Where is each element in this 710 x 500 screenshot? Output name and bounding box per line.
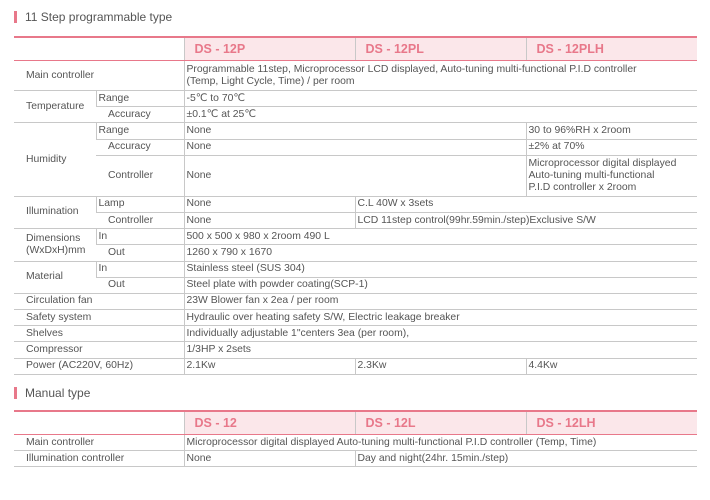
main-controller-line1: Programmable 11step, Microprocessor LCD displayed, Auto-tuning multi-functional P.I.D controller <box>186 63 637 75</box>
illumination-controller-value: LCD 11step control(99hr.59min./step)Exclusive S/W <box>355 212 697 228</box>
table-row <box>14 61 697 91</box>
table-row <box>14 212 697 228</box>
power-ds-12plh: 4.4Kw <box>526 358 697 374</box>
table-row <box>14 107 697 123</box>
power-ds-12p: 2.1Kw <box>184 358 355 374</box>
sub-label-in: In <box>96 229 184 245</box>
section-title-manual <box>14 386 90 400</box>
humidity-controller-none: None <box>184 155 526 196</box>
table-row <box>14 293 697 309</box>
humidity-controller-line2: Auto-tuning multi-functional <box>528 169 655 181</box>
section-title-text: 11 Step programmable type <box>25 10 173 24</box>
column-header-ds-12lh: DS - 12LH <box>526 411 697 435</box>
illumination-lamp-none: None <box>184 196 355 212</box>
header-blank <box>14 411 184 435</box>
humidity-accuracy-none: None <box>184 139 526 155</box>
table-row <box>14 310 697 326</box>
table-row <box>14 326 697 342</box>
column-header-ds-12l: DS - 12L <box>355 411 526 435</box>
humidity-controller-plh <box>526 155 697 196</box>
table-row <box>14 155 697 196</box>
row-label-safety-system: Safety system <box>14 310 184 326</box>
humidity-range-none: None <box>184 123 526 139</box>
table-row <box>14 451 697 467</box>
table-header-row <box>14 411 697 435</box>
illumination-controller-none: None <box>184 451 355 467</box>
row-label-main-controller: Main controller <box>14 61 184 91</box>
row-label-main-controller: Main controller <box>14 435 184 451</box>
row-label-temperature: Temperature <box>14 91 96 123</box>
dimensions-in-value: 500 x 500 x 980 x 2room 490 L <box>184 229 697 245</box>
material-in-value: Stainless steel (SUS 304) <box>184 261 697 277</box>
table-row <box>14 123 697 139</box>
sub-label-out: Out <box>96 245 184 261</box>
humidity-controller-line1: Microprocessor digital displayed <box>528 157 677 169</box>
table-row <box>14 358 697 374</box>
illumination-lamp-value: C.L 40W x 3sets <box>355 196 697 212</box>
row-label-power: Power (AC220V, 60Hz) <box>14 358 184 374</box>
row-label-dimensions <box>14 229 96 261</box>
manual-spec-table <box>14 410 697 467</box>
table-row <box>14 245 697 261</box>
row-label-illumination: Illumination <box>14 196 96 228</box>
illumination-controller-none: None <box>184 212 355 228</box>
table-row <box>14 277 697 293</box>
humidity-range-plh: 30 to 96%RH x 2room <box>526 123 697 139</box>
table-row <box>14 139 697 155</box>
column-header-ds-12: DS - 12 <box>184 411 355 435</box>
safety-system-value: Hydraulic over heating safety S/W, Electric leakage breaker <box>184 310 697 326</box>
sub-label-controller: Controller <box>96 212 184 228</box>
table-row <box>14 91 697 107</box>
humidity-controller-line3: P.I.D controller x 2room <box>528 181 637 193</box>
table-header-row <box>14 37 697 61</box>
sub-label-in: In <box>96 261 184 277</box>
row-label-humidity: Humidity <box>14 123 96 196</box>
table-row <box>14 196 697 212</box>
circulation-fan-value: 23W Blower fan x 2ea / per room <box>184 293 697 309</box>
temperature-range-value: -5℃ to 70℃ <box>184 91 697 107</box>
row-label-shelves: Shelves <box>14 326 184 342</box>
main-controller-value: Microprocessor digital displayed Auto-tuning multi-functional P.I.D controller (Temp, Time) <box>184 435 697 451</box>
sub-label-accuracy: Accuracy <box>96 107 184 123</box>
sub-label-range: Range <box>96 91 184 107</box>
dimensions-label-line1: Dimensions <box>26 232 81 244</box>
header-blank <box>14 37 184 61</box>
dimensions-out-value: 1260 x 790 x 1670 <box>184 245 697 261</box>
humidity-accuracy-plh: ±2% at 70% <box>526 139 697 155</box>
main-controller-value <box>184 61 697 91</box>
section-title-programmable <box>14 10 172 24</box>
sub-label-controller: Controller <box>96 155 184 196</box>
row-label-material: Material <box>14 261 96 293</box>
column-header-ds-12plh: DS - 12PLH <box>526 37 697 61</box>
sub-label-accuracy: Accuracy <box>96 139 184 155</box>
main-controller-line2: (Temp, Light Cycle, Time) / per room <box>186 75 355 87</box>
sub-label-range: Range <box>96 123 184 139</box>
column-header-ds-12p: DS - 12P <box>184 37 355 61</box>
shelves-value: Individually adjustable 1"centers 3ea (per room), <box>184 326 697 342</box>
sub-label-out: Out <box>96 277 184 293</box>
dimensions-label-line2: (WxDxH)mm <box>26 244 86 256</box>
power-ds-12pl: 2.3Kw <box>355 358 526 374</box>
table-row <box>14 229 697 245</box>
table-row <box>14 342 697 358</box>
illumination-controller-value: Day and night(24hr. 15min./step) <box>355 451 697 467</box>
section-marker <box>14 11 17 23</box>
programmable-spec-table <box>14 36 697 375</box>
sub-label-lamp: Lamp <box>96 196 184 212</box>
temperature-accuracy-value: ±0.1℃ at 25℃ <box>184 107 697 123</box>
row-label-illumination-controller: Illumination controller <box>14 451 184 467</box>
table-row <box>14 261 697 277</box>
compressor-value: 1/3HP x 2sets <box>184 342 697 358</box>
column-header-ds-12pl: DS - 12PL <box>355 37 526 61</box>
table-row <box>14 435 697 451</box>
section-marker <box>14 387 17 399</box>
row-label-circulation-fan: Circulation fan <box>14 293 184 309</box>
material-out-value: Steel plate with powder coating(SCP-1) <box>184 277 697 293</box>
section-title-text: Manual type <box>25 386 91 400</box>
row-label-compressor: Compressor <box>14 342 184 358</box>
